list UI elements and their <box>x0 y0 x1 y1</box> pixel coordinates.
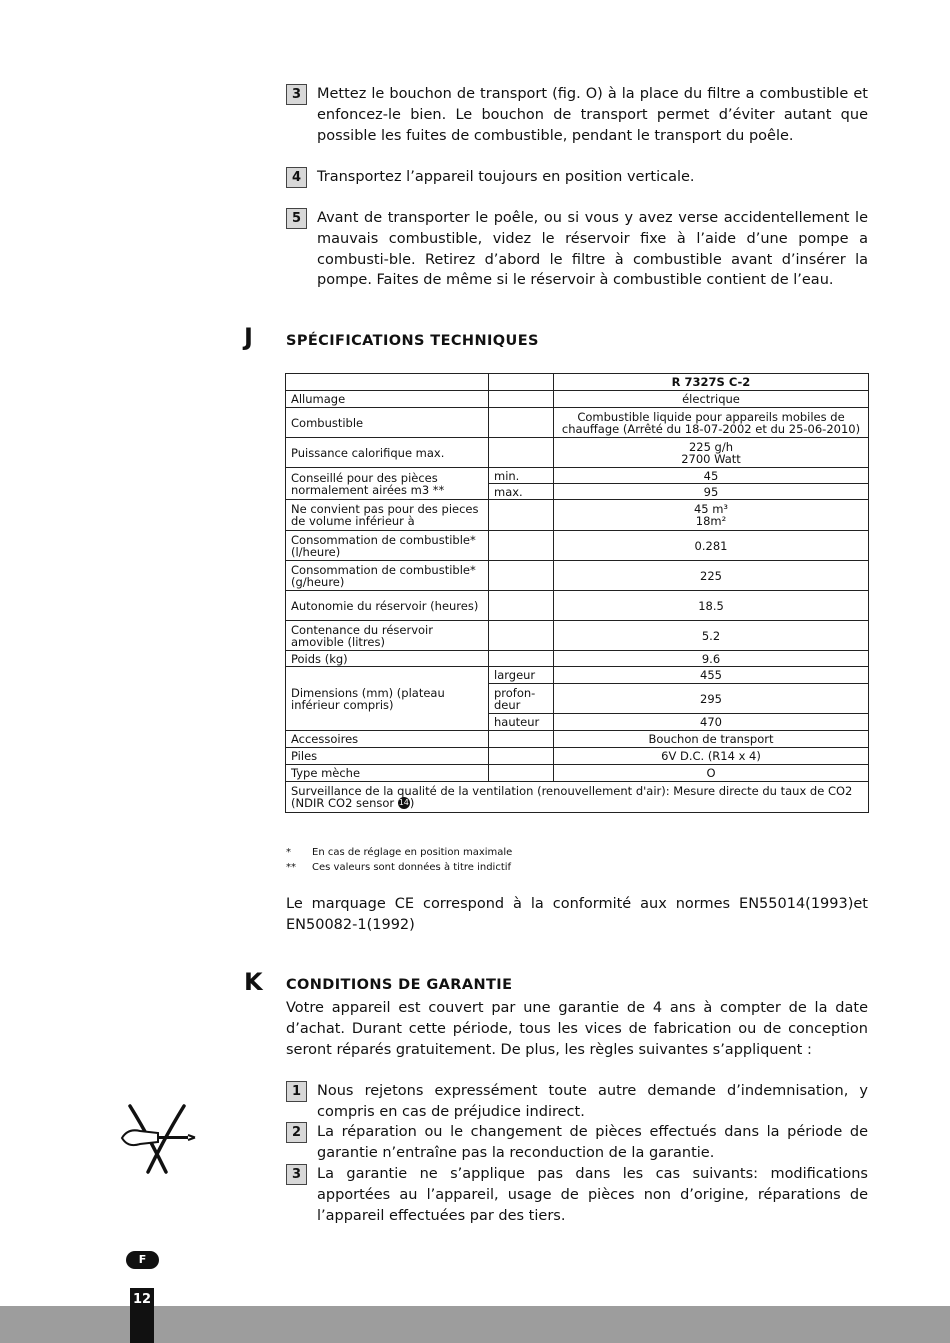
value-line: 2700 Watt <box>681 451 741 466</box>
row-value: 18.5 <box>554 591 869 621</box>
section-letter-k: K <box>244 968 263 996</box>
table-row <box>286 731 869 748</box>
row-label: Poids (kg) <box>286 651 489 667</box>
section-letter-j: J <box>244 323 253 351</box>
step-text: Mettez le bouchon de transport (fig. O) à la place du filtre a combustible et enfoncez-le bien. Le bouchon de transport permet d’éviter autant que possible les fuites de combustible, pendant le transport du poêle. <box>317 86 868 144</box>
footnote-mark: ** <box>286 862 296 873</box>
table-row <box>286 391 869 408</box>
step-number: 3 <box>286 84 307 105</box>
ce-marking-text: Le marquage CE correspond à la conformité aux normes EN55014(1993)et EN50082-1(1992) <box>286 896 868 933</box>
step-number: 1 <box>286 1081 307 1102</box>
row-value <box>554 500 869 531</box>
row-label: Piles <box>286 748 489 765</box>
row-label: Ne convient pas pour des pieces de volume inférieur à <box>286 500 489 531</box>
sub-label: profon-deur <box>489 684 554 714</box>
step-item <box>286 1164 868 1226</box>
row-label: Accessoires <box>286 731 489 748</box>
step-number: 5 <box>286 208 307 229</box>
sub-label: max. <box>489 484 554 500</box>
row-label: Allumage <box>286 391 489 408</box>
step-item <box>286 167 868 188</box>
spec-table <box>285 373 869 813</box>
row-value: 470 <box>554 714 869 731</box>
model-header: R 7327S C-2 <box>554 374 869 391</box>
row-value: O <box>554 765 869 782</box>
step-text: La réparation ou le changement de pièces effectués dans la période de garantie n’entraîne pas la reconduction de la garantie. <box>317 1124 868 1161</box>
sub-label: largeur <box>489 667 554 684</box>
row-value <box>554 438 869 468</box>
step-item <box>286 1081 868 1123</box>
surveillance-close: ) <box>409 795 415 810</box>
section-title-specs: SPÉCIFICATIONS TECHNIQUES <box>286 333 539 349</box>
value-line: 18m² <box>695 514 727 528</box>
table-row <box>286 748 869 765</box>
table-row <box>286 561 869 591</box>
step-item <box>286 1122 868 1164</box>
section-title-warranty: CONDITIONS DE GARANTIE <box>286 977 513 993</box>
page-number: 12 <box>130 1288 154 1343</box>
table-row <box>286 408 869 438</box>
row-value: Combustible liquide pour appareils mobiles de chauffage (Arrêté du 18-07-2002 et du 25-06-2010) <box>554 408 869 438</box>
surveillance-cell <box>286 782 869 813</box>
sub-label: min. <box>489 468 554 484</box>
step-number: 4 <box>286 167 307 188</box>
sub-label: hauteur <box>489 714 554 731</box>
reference-badge: 14 <box>398 798 409 808</box>
row-label: Contenance du réservoir amovible (litres) <box>286 621 489 651</box>
row-label: Puissance calorifique max. <box>286 438 489 468</box>
language-badge: F <box>126 1251 159 1269</box>
footnote <box>286 847 512 858</box>
step-text: Nous rejetons expressément toute autre demande d’indemnisation, y compris en cas de préjudice indirect. <box>317 1083 868 1120</box>
step-item <box>286 208 868 291</box>
table-row <box>286 531 869 561</box>
no-screwdriver-icon <box>118 1100 198 1178</box>
row-label: Consommation de combustible* (l/heure) <box>286 531 489 561</box>
table-row <box>286 651 869 667</box>
step-number: 2 <box>286 1122 307 1143</box>
row-value: 0.281 <box>554 531 869 561</box>
table-row <box>286 438 869 468</box>
footnote-mark: * <box>286 847 291 858</box>
table-row <box>286 500 869 531</box>
step-number: 3 <box>286 1164 307 1185</box>
row-label: Dimensions (mm) (plateau inférieur compris) <box>286 667 489 731</box>
warranty-intro: Votre appareil est couvert par une garantie de 4 ans à compter de la date d’achat. Durant cette période, tous les vices de fabrication ou de conception seront réparés gratuitement. De plus, les règles suivantes s’appliquent : <box>286 1000 868 1058</box>
row-label: Combustible <box>286 408 489 438</box>
value-line: 225 g/h <box>688 439 734 454</box>
table-row <box>286 621 869 651</box>
step-item <box>286 84 868 146</box>
row-value: 455 <box>554 667 869 684</box>
row-value: 9.6 <box>554 651 869 667</box>
row-value: Bouchon de transport <box>554 731 869 748</box>
step-text: La garantie ne s’applique pas dans les cas suivants: modifications apportées au l’appareil, usage de pièces non d’origine, réparations de l’appareil effectuées par des tiers. <box>317 1166 868 1224</box>
value-line: 45 m³ <box>693 502 729 516</box>
row-value: 95 <box>554 484 869 500</box>
row-value: 6V D.C. (R14 x 4) <box>554 748 869 765</box>
footnote-text: Ces valeurs sont données à titre indictif <box>312 862 512 873</box>
table-row <box>286 667 869 684</box>
row-value: 5.2 <box>554 621 869 651</box>
row-value: électrique <box>554 391 869 408</box>
table-row <box>286 468 869 484</box>
table-row <box>286 591 869 621</box>
table-row <box>286 374 869 391</box>
row-label: Consommation de combustible* (g/heure) <box>286 561 489 591</box>
row-value: 45 <box>554 468 869 484</box>
step-text: Transportez l’appareil toujours en position verticale. <box>317 169 695 185</box>
step-text: Avant de transporter le poêle, ou si vous y avez verse accidentellement le mauvais combustible, videz le réservoir fixe à l’aide d’une pompe a combusti-ble. Retirez d’abord le filtre à combustible avant d’insérer la pompe. Faites de même si le réservoir à combustible contient de l’eau. <box>317 210 868 289</box>
row-label: Type mèche <box>286 765 489 782</box>
row-label: Conseillé pour des pièces normalement airées m3 ** <box>286 468 489 500</box>
footnote <box>286 862 511 873</box>
row-value: 295 <box>554 684 869 714</box>
surveillance-text: Surveillance de la qualité de la ventilation (renouvellement d'air): Mesure directe du taux de CO2 (NDIR CO2 sensor <box>291 783 853 810</box>
table-row <box>286 765 869 782</box>
footnote-text: En cas de réglage en position maximale <box>312 847 513 858</box>
row-value: 225 <box>554 561 869 591</box>
table-row <box>286 782 869 813</box>
row-label: Autonomie du réservoir (heures) <box>286 591 489 621</box>
